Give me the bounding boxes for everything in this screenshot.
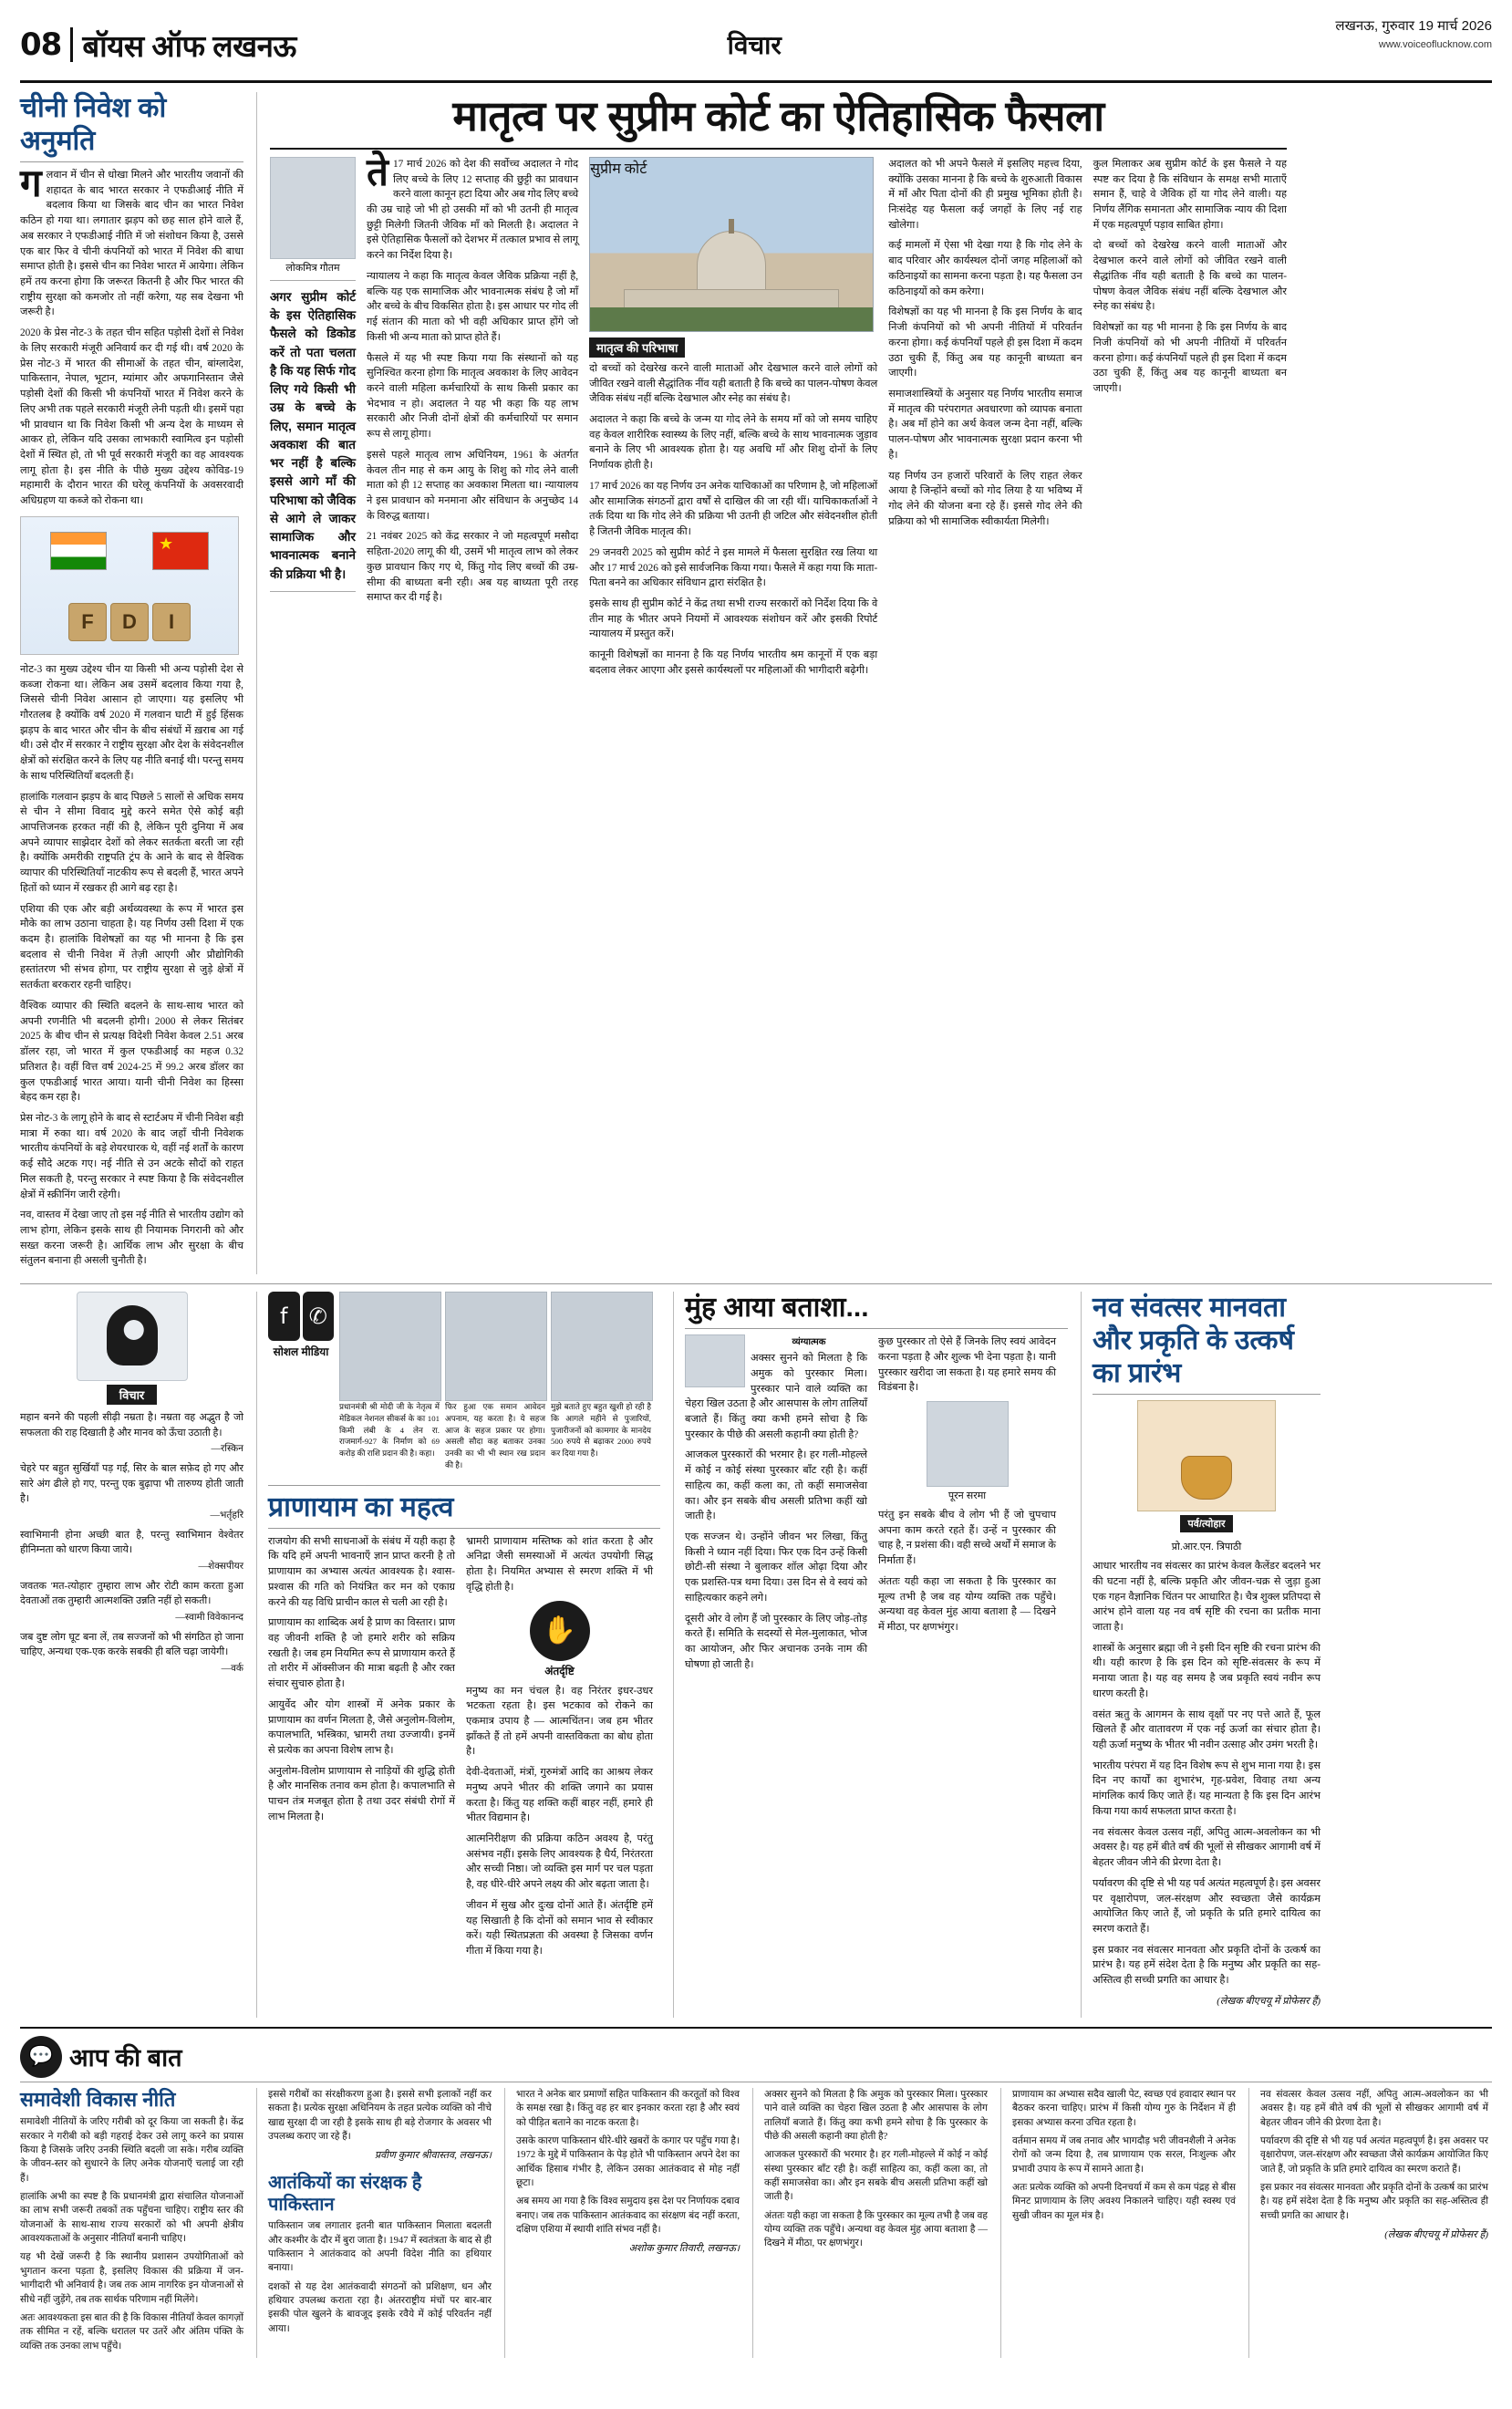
feature-credit: (लेखक बीएचयू में प्रोफेसर हैं) <box>1217 1995 1320 2007</box>
letter-para: पर्यावरण की दृष्टि से भी यह पर्व अत्यंत महत्वपूर्ण है। इस अवसर पर वृक्षारोपण, जल-संरक्षण और स्वच्छता जैसे कार्यक्रम आयोजित किए जाते हैं, जो प्रकृति के प्रति हमारे दायित्व का स्मरण कराते हैं। <box>1260 2135 1488 2175</box>
vichar-column <box>20 1292 243 2018</box>
hand-palm-icon: ✋ <box>530 1601 590 1661</box>
letter-signature: अशोक कुमार तिवारी, लखनऊ। <box>628 2243 740 2255</box>
vichar-quote: स्वाभिमानी होना अच्छी बात है, परन्तु स्वाभिमान वेश्वेतर हीनिम्नता को धारण किया जाये। <box>20 1529 243 1556</box>
thinking-head-icon <box>77 1292 188 1381</box>
masthead-url[interactable]: www.voiceoflucknow.com <box>1378 38 1492 50</box>
munh-para: एक सज्जन थे। उन्होंने जीवन भर लिखा, किंतु किसी ने ध्यान नहीं दिया। फिर एक दिन उन्हें किसी छोटी-सी संस्था ने बुलाकर शॉल ओढ़ा दिया और एक प्रशस्ति-पत्र थमा दिया। उस दिन से वे स्वयं को साहित्यकार कहने लगे। <box>685 1532 867 1604</box>
letter-para: समावेशी नीतियों के जरिए गरीबी को दूर किया जा सकती है। केंद्र सरकार ने गरीबी को बड़ी गहराई देकर उसे लागू करने का प्रयास किया है जिसके जरिए उनकी स्थिति बदली जा सके। गरीब व्यक्ति के जीवन-स्तर को सुधारने के लिए अनेक योजनाएँ चलाई जा रही हैं। <box>20 2117 243 2184</box>
columnist-name: पूरन सरमा <box>948 1490 987 1501</box>
pranayam-para: राजयोग की सभी साधनाओं के संबंध में यही कहा है कि यदि हमें अपनी भावनाएँ ज्ञान प्राप्त करनी है तो प्राणायाम का अभ्यास अत्यंत आवश्यक है। श्वास-प्रश्वास की गति को नियंत्रित कर मन को एकाग्र करने की यह विधि प्राचीन काल से चली आ रही है। <box>268 1535 455 1608</box>
letter-para: अंततः यही कहा जा सकता है कि पुरस्कार का मूल्य तभी है जब वह योग्य व्यक्ति तक पहुँचे। अन्यथा वह केवल मुंह आया बताशा है — दिखने में मीठा, पर क्षणभंगुर। <box>764 2210 988 2249</box>
pranayam-para: प्राणायाम का शाब्दिक अर्थ है प्राण का विस्तार। प्राण वह जीवनी शक्ति है जो हमारे शरीर को सक्रिय रखती है। जब हम नियमित रूप से प्राणायाम करते हैं तो शरीर में ऑक्सीजन की मात्रा बढ़ती है और रक्त संचार सुचारु होता है। <box>268 1617 455 1690</box>
main-col-2 <box>589 157 877 684</box>
top-block <box>20 92 1492 1274</box>
antardrishti-para: मनुष्य का मन चंचल है। वह निरंतर इधर-उधर भटकता रहता है। इस भटकाव को रोकने का एकमात्र उपाय है — आत्मचिंतन। जब हम भीतर झाँकते हैं तो हमें अपनी वास्तविकता का बोध होता है। <box>466 1685 653 1758</box>
author-photo <box>270 157 356 259</box>
vichar-quote: महान बनने की पहली सीढ़ी नम्रता है। नम्रता वह अद्भुत है जो सफलता की राह दिखाती है और मानव को ऊँचा उठाती है। <box>20 1412 243 1438</box>
munh-aaya-badge: व्यंग्यात्मक <box>792 1337 826 1348</box>
vichar-author: —रस्किन <box>211 1444 243 1455</box>
leader-photo <box>445 1292 547 1401</box>
left-article-heading: चीनी निवेश को अनुमति <box>20 93 167 156</box>
aapki-baat-columns <box>20 2088 1492 2358</box>
vichar-quote: जब दुष्ट लोग घूट बना लें, तब सज्जनों को भी संगठित हो जाना चाहिए, अन्यथा एक-एक करके सबकी ही बलि चढ़ा जायेगी। <box>20 1631 243 1658</box>
leader-photo <box>339 1292 441 1401</box>
letter-col-1 <box>20 2088 243 2358</box>
phone-icon[interactable]: ✆ <box>303 1292 335 1341</box>
masthead <box>20 9 1492 83</box>
feature-para: वसंत ऋतु के आगमन के साथ वृक्षों पर नए पत्ते आते हैं, फूल खिलते हैं और वातावरण में एक नई ऊर्जा का संचार होता है। यही ऊर्जा मनुष्य के भीतर भी नवीन उत्साह और उमंग भरती है। <box>1093 1708 1320 1751</box>
masthead-meta <box>1335 16 1492 52</box>
main-para: कानूनी विशेषज्ञों का मानना है कि यह निर्णय भारतीय श्रम कानूनों में एक बड़ा बदलाव लेकर आएगा और इससे कार्यस्थलों पर महिलाओं की भागीदारी बढ़ेगी। <box>589 649 878 676</box>
author-name: लोकमित्र गौतम <box>285 262 340 274</box>
left-article-para: एशिया की एक और बड़ी अर्थव्यवस्था के रूप में भारत इस मौके का लाभ उठाना चाहता है। यह निर्णय उसी दिशा में एक कदम है। हालांकि विशेषज्ञों का यह भी मानना है कि इस बदलाव से चीनी निवेश में तेज़ी आएगी और प्रौद्योगिकी हस्तांतरण भी संभव होगा, पर राष्ट्रीय सुरक्षा से जुड़े क्षेत्रों में सतर्कता बरकरार रहनी चाहिए। <box>20 903 243 992</box>
main-para: समाजशास्त्रियों के अनुसार यह निर्णय भारतीय समाज में मातृत्व की परंपरागत अवधारणा को व्यापक बनाता है। अब माँ होने का अर्थ केवल जन्म देना नहीं, बल्कि पालन-पोषण और भावनात्मक सुरक्षा प्रदान करना भी है। <box>888 388 1082 461</box>
block-i: I <box>152 603 191 641</box>
munh-para: अंततः यही कहा जा सकता है कि पुरस्कार का मूल्य तभी है जब वह योग्य व्यक्ति तक पहुँचे। अन्यथा वह केवल मुंह आया बताशा है — दिखने में मीठा, पर क्षणभंगुर। <box>878 1575 1056 1634</box>
antardrishti-para: आत्मनिरीक्षण की प्रक्रिया कठिन अवश्य है, परंतु असंभव नहीं। इसके लिए आवश्यक है धैर्य, निरंतरता और सच्ची निष्ठा। जो व्यक्ति इस मार्ग पर चल पड़ता है, वह धीरे-धीरे अपने लक्ष्य की ओर बढ़ता जाता है। <box>466 1833 653 1891</box>
munh-para: अक्सर सुनने को मिलता है कि अमुक को पुरस्कार मिला। पुरस्कार पाने वाले व्यक्ति का चेहरा खिल उठता है और आसपास के लोग तालियाँ बजाते हैं। किंतु क्या कभी हमने सोचा है कि पुरस्कार के पीछे की असली कहानी क्या होती है? <box>685 1353 867 1440</box>
speech-bubble-icon: 💬 <box>20 2036 62 2078</box>
newspaper-page <box>0 9 1512 2409</box>
letter-para: अक्सर सुनने को मिलता है कि अमुक को पुरस्कार मिला। पुरस्कार पाने वाले व्यक्ति का चेहरा खिल उठता है और आसपास के लोग तालियाँ बजाते हैं। किंतु क्या कभी हमने सोचा है कि पुरस्कार के पीछे की असली कहानी क्या होती है? <box>764 2089 988 2142</box>
munh-col-1 <box>685 1334 867 1677</box>
pranayam-para: भ्रामरी प्राणायाम मस्तिष्क को शांत करता है और अनिद्रा जैसी समस्याओं में अत्यंत उपयोगी सिद्ध होता है। नियमित अभ्यास से स्मरण शक्ति में भी वृद्धि होती है। <box>466 1535 653 1593</box>
main-para: इसके साथ ही सुप्रीम कोर्ट ने केंद्र तथा सभी राज्य सरकारों को निर्देश दिया कि वे तीन माह के भीतर अपने नियमों में आवश्यक संशोधन करें और इसकी रिपोर्ट न्यायालय में प्रस्तुत करें। <box>589 597 878 640</box>
supreme-court-photo <box>589 157 874 332</box>
main-article <box>256 92 1287 1274</box>
vichar-badge: विचार <box>107 1385 158 1405</box>
main-para: दो बच्चों को देखरेख करने वाली माताओं और देखभाल करने वाले लोगों को जीवित रखने वाली सैद्धांतिक नींव यही बताती है कि बच्चे का पालन-पोषण केवल जैविक संबंध नहीं बल्कि देखभाल और स्नेह का संबंध है। <box>589 362 878 405</box>
antardrishti-badge: अंतर्दृष्टि <box>544 1664 575 1677</box>
main-para: अदालत ने कहा कि बच्चे के जन्म या गोद लेने के समय माँ को जो समय चाहिए वह केवल शारीरिक स्वास्थ्य के लिए नहीं, बल्कि बच्चे के साथ भावनात्मक जुड़ाव बनाने के लिए भी आवश्यक होता है। यह अवधि माँ और शिशु दोनों के लिए निर्णायक होती है। <box>589 414 878 472</box>
pranayam-heading: प्राणायाम का महत्व <box>268 1491 454 1522</box>
munh-aaya-article <box>673 1292 1068 2018</box>
facebook-icon[interactable]: f <box>268 1292 300 1341</box>
letter-credit: (लेखक बीएचयू में प्रोफेसर हैं) <box>1384 2229 1488 2241</box>
letter-signature: प्रवीण कुमार श्रीवास्तव, लखनऊ। <box>374 2150 492 2162</box>
pranayam-para: आयुर्वेद और योग शास्त्रों में अनेक प्रकार के प्राणायाम का वर्णन मिलता है, जैसे अनुलोम-विलोम, कपालभाति, भस्त्रिका, भ्रामरी तथा उज्जायी। इनमें से प्रत्येक का अपना विशेष लाभ है। <box>268 1698 455 1756</box>
aapki-baat-block <box>20 2036 1492 2358</box>
fdi-illustration <box>20 516 239 655</box>
letter-para: अतः आवश्यकता इस बात की है कि विकास नीतियाँ केवल कागज़ों तक सीमित न रहें, बल्कि धरातल पर उतरें और अंतिम पंक्ति के व्यक्ति तक उनका लाभ पहुँचे। <box>20 2312 243 2352</box>
nav-samvatsar-article <box>1081 1292 1320 2018</box>
feature-para: शास्त्रों के अनुसार ब्रह्मा जी ने इसी दिन सृष्टि की रचना प्रारंभ की थी। यही कारण है कि इस दिन को सृष्टि-संवत्सर के रूप में मनाया जाता है। यह वह समय है जब प्रकृति स्वयं नवीन रूप धारण करती है। <box>1093 1642 1320 1699</box>
vichar-quote: जवतक 'मत-त्योहार' तुम्हारा लाभ और रोटी काम करता हुआ देवताओं तक तुम्हारी आत्मशक्ति उन्नति नहीं हो सकती। <box>20 1580 243 1607</box>
main-para: 21 नवंबर 2025 को केंद्र सरकार ने जो महत्वपूर्ण मसौदा सहिता-2020 लागू की थी, उसमें भी मातृत्व लाभ को लेकर कुछ प्रावधान किए गए थे, किंतु गोद लिए बच्चों की उम्र-सीमा की बाध्यता बनी रही। अब यह बाध्यता पूरी तरह समाप्त कर दी गई है। <box>367 531 579 604</box>
main-para: विशेषज्ञों का यह भी मानना है कि इस निर्णय के बाद निजी कंपनियों को भी अपनी नीतियों में परिवर्तन करना होगा। कई कंपनियाँ पहले ही इस दिशा में कदम उठा चुकी हैं, किंतु अब यह कानूनी बाध्यता बन जाएगी। <box>888 306 1082 379</box>
social-card-text: फिर हुआ एक समान आवेदन अपनाम, यह करता है। ये सहज आज के सहज प्रकार पर होगा। असली सौदा कह बताकर उनका उनकी का भी भी स्थान रख प्रदान की है। <box>445 1402 545 1469</box>
fdi-letter-blocks <box>68 603 191 641</box>
main-para: 29 जनवरी 2025 को सुप्रीम कोर्ट ने इस मामले में फैसला सुरक्षित रख लिया था और 17 मार्च 2026 को इसे सार्वजनिक किया गया। फैसले में कहा गया कि माता-पिता बनने का अधिकार संविधान द्वारा संरक्षित है। <box>589 546 878 589</box>
letter-para: वर्तमान समय में जब तनाव और भागदौड़ भरी जीवनशैली ने अनेक रोगों को जन्म दिया है, तब प्राणायाम एक सरल, निःशुल्क और प्रभावी उपाय के रूप में सामने आता है। <box>1012 2135 1236 2175</box>
china-flag-icon <box>152 532 209 570</box>
main-col-1 <box>367 150 579 684</box>
main-para: न्यायालय ने कहा कि मातृत्व केवल जैविक प्रक्रिया नहीं है, बल्कि यह एक सामाजिक और भावनात्मक संबंध है जो माँ और बच्चे के बीच विकसित होता है। इस आधार पर गोद ली गई संतान की माता को भी वही अधिकार प्राप्त होंगे जो किसी भी अन्य माता को प्राप्त होते हैं। <box>367 270 579 343</box>
letter-para: अतः प्रत्येक व्यक्ति को अपनी दिनचर्या में कम से कम पंद्रह से बीस मिनट प्राणायाम के लिए अवश्य निकालने चाहिए। यही स्वस्थ एवं सुखी जीवन का मूल मंत्र है। <box>1012 2182 1236 2221</box>
main-col-3 <box>888 157 1082 684</box>
aapki-baat-heading: आप की बात <box>69 2044 182 2072</box>
middle-block <box>20 1292 1492 2018</box>
munh-para: आजकल पुरस्कारों की भरमार है। हर गली-मोहल्ले में कोई न कोई संस्था पुरस्कार बाँट रही है। कहीं साहित्य का, कहीं कला का, तो कहीं समाजसेवा का। और इन सबके बीच असली प्रतिभा कहीं खो जाती है। <box>685 1449 867 1522</box>
letter-para: आजकल पुरस्कारों की भरमार है। हर गली-मोहल्ले में कोई न कोई संस्था पुरस्कार बाँट रही है। कहीं साहित्य का, कहीं कला का, तो कहीं समाजसेवा का। और इन सबके बीच असली प्रतिभा कहीं खो जाती है। <box>764 2150 988 2203</box>
main-col-4 <box>1093 157 1287 684</box>
main-para: दो बच्चों को देखरेख करने वाली माताओं और देखभाल करने वाले लोगों को जीवित रखने वाली सैद्धांतिक नींव यही बताती है कि बच्चे का पालन-पोषण केवल जैविक संबंध नहीं बल्कि देखभाल और स्नेह का संबंध है। <box>1093 240 1287 313</box>
foliage <box>590 307 873 331</box>
munh-para: दूसरी ओर वे लोग हैं जो पुरस्कार के लिए जोड़-तोड़ करते हैं। समिति के सदस्यों से मेल-मुलाकात, भोज का आयोजन, और फिर अचानक उनके नाम की घोषणा हो जाती है। <box>685 1613 867 1670</box>
feature-author: प्रो.आर.एन. त्रिपाठी <box>1171 1542 1242 1553</box>
left-article-para: हालांकि गलवान झड़प के बाद पिछले 5 सालों से अधिक समय से चीन ने सीमा विवाद मुद्दे करने समेत ऐसे कोई बड़ी आपत्तिजनक हरकत नहीं की है, लेकिन पूरी दुनिया में अब अपने व्यापार साझेदार देशों को लेकर सतर्कता बरती जा रही है। क्योंकि अमरीकी राष्ट्रपति ट्रंप के आने के बाद से वैश्विक व्यापार की परिस्थितियाँ नाटकीय रूप से बदली हैं, भारत अपने हितों को ध्यान में रखकर ही आगे बढ़ रहा है। <box>20 791 243 894</box>
columnist-photo <box>927 1401 1009 1487</box>
left-article <box>20 92 243 1274</box>
main-para: अदालत को भी अपने फैसले में इसलिए महत्त्व दिया, क्योंकि उसका मानना है कि बच्चे के शुरुआती विकास में माँ और पिता दोनों की ही प्रमुख भूमिका होती है। निःसंदेह यह फैसला कई जगहों के लिए नई राह खोलेगा। <box>888 158 1082 231</box>
social-card-text: मुझे बताते हुए बहुत खुशी हो रही है कि आगले महीने से पुजारियों, पुजारीजनों को कामगार के मानदेय 500 रुपये से बढ़ाकर 2000 रुपये कर दिया गया है। <box>551 1402 651 1459</box>
page-number: 08 <box>20 26 62 63</box>
main-para: 17 मार्च 2026 का यह निर्णय उन अनेक याचिकाओं का परिणाम है, जो महिलाओं और सामाजिक संगठनों द्वारा वर्षों से दाखिल की जा रही थीं। याचिकाकर्ताओं ने तर्क दिया था कि गोद लेने की प्रक्रिया भी उतनी ही जटिल और संवेदनशील होती है जितनी जैविक मातृत्व की। <box>589 480 878 538</box>
nav-samvatsar-heading: नव संवत्सर मानवता और प्रकृति के उत्कर्ष का प्रारंभ <box>1093 1293 1294 1389</box>
pranayam-col-2 <box>466 1534 653 1965</box>
pull-quote: अगर सुप्रीम कोर्ट के इस ऐतिहासिक फैसले को डिकोड करें तो पता चलता है कि यह सिर्फ गोद लिए गये किसी भी उम्र के बच्चे के लिए, समान मातृत्व अवकाश की बात भर नहीं है बल्कि इससे आगे माँ की परिभाषा को जैविक से आगे ले जाकर सामाजिक और भावनात्मक बनाने की प्रक्रिया भी है। <box>270 280 356 592</box>
vichar-author: —शेक्सपीयर <box>198 1561 243 1572</box>
pranayam-col-1 <box>268 1534 455 1965</box>
munh-para: कुछ पुरस्कार तो ऐसे हैं जिनके लिए स्वयं आवेदन करना पड़ता है और शुल्क भी देना पड़ता है। यानी पुरस्कार खरीदा जा सकता है। यह हमारे समय की विडंबना है। <box>878 1336 1056 1394</box>
munh-aaya-heading: मुंह आया बताशा... <box>685 1293 869 1324</box>
social-card <box>339 1292 440 1464</box>
left-article-para: नोट-3 का मुख्य उद्देश्य चीन या किसी भी अन्य पड़ोसी देश से कब्जा रोकना था। लेकिन अब उसमें बदलाव किया गया है, जिससे चीनी निवेश आसान हो जाएगा। यह इसलिए भी गौरतलब है क्योंकि वर्ष 2020 में गलवान घाटी में हुई हिंसक झड़प के बाद भारत और चीन के बीच संबंधों में ख़राब आ गई थी। उसे दौर में सरकार ने राष्ट्रीय सुरक्षा और देश के संवेदनशील क्षेत्रों को संरक्षित करने के लिए यह नीति बनाई थी। परन्तु समय के साथ परिस्थितियाँ बदलती हैं। <box>20 663 243 782</box>
social-media-strip <box>268 1292 660 1476</box>
left-article-para: नव, वास्तव में देखा जाए तो इस नई नीति से भारतीय उद्योग को लाभ होगा, लेकिन इसके साथ ही नियामक निगरानी को और सख्त करना जरूरी है। आर्थिक लाभ और सुरक्षा के बीच संतुलन बनाना ही असली चुनौती है। <box>20 1210 243 1267</box>
letter-para: उसके कारण पाकिस्तान धीरे-धीरे खबरों के कगार पर पहुँच गया है। 1972 के मुद्दे में पाकिस्तान के पेड़ होते भी पाकिस्तान अपने देश का आर्थिक हिसाब गंभीर है, लेकिन उसका आतंकवाद से मोह नहीं छूटा। <box>516 2135 740 2188</box>
letter-para: अब समय आ गया है कि विश्व समुदाय इस देश पर निर्णायक दबाव बनाए। जब तक पाकिस्तान आतंकवाद का संरक्षण बंद नहीं करता, दक्षिण एशिया में स्थायी शांति संभव नहीं है। <box>516 2196 740 2236</box>
main-para: इससे पहले मातृत्व लाभ अधिनियम, 1961 के अंतर्गत केवल तीन माह से कम आयु के शिशु को गोद लेने वाली माता को ही 12 सप्ताह का अवकाश मिलता था। न्यायालय ने इस प्रावधान को मनमाना और संविधान के अनुच्छेद 14 के विरुद्ध बताया। <box>367 449 579 522</box>
feature-para: नव संवत्सर केवल उत्सव नहीं, अपितु आत्म-अवलोकन का भी अवसर है। यह हमें बीते वर्ष की भूलों से सीखकर आगामी वर्ष में बेहतर जीवन जीने की प्रेरणा देता है। <box>1093 1826 1320 1869</box>
block-f: F <box>68 603 107 641</box>
letter-heading: आतंकियों का संरक्षक है पाकिस्तान <box>268 2173 422 2216</box>
satire-illustration <box>685 1334 745 1387</box>
letter-para: प्राणायाम का अभ्यास सदैव खाली पेट, स्वच्छ एवं हवादार स्थान पर बैठकर करना चाहिए। प्रारंभ में किसी योग्य गुरु के निर्देशन में ही इसका अभ्यास करना उचित रहता है। <box>1012 2089 1236 2128</box>
social-and-pranayam <box>256 1292 660 2018</box>
letter-col-2 <box>256 2088 492 2358</box>
antardrishti-para: देवी-देवताओं, मंत्रों, गुरुमंत्रों आदि का आश्रय लेकर मनुष्य अपने भीतर की शक्ति जगाने का प्रयास करता है। किंतु यह शक्ति कहीं बाहर नहीं, हमारे ही भीतर विद्यमान है। <box>466 1767 653 1824</box>
main-para: कुल मिलाकर अब सुप्रीम कोर्ट के इस फैसले ने यह स्पष्ट कर दिया है कि संविधान के समक्ष सभी माताएँ समान हैं, चाहे वे जैविक हों या गोद लेने वाली। यह निर्णय लैंगिक समानता और सामाजिक न्याय की दिशा में एक महत्वपूर्ण पड़ाव साबित होगा। <box>1093 158 1287 231</box>
letter-col-5 <box>1000 2088 1236 2358</box>
main-para: ते17 मार्च 2026 को देश की सर्वोच्च अदालत ने गोद लिए बच्चे के लिए 12 सप्ताह की छुट्टी का प्रावधान करने वाला कानून हटा दिया और अब गोद लिए बच्चे की उम्र चाहे जो भी हो उसकी माँ को भी उतनी ही मातृत्व छुट्टी मिलेगी जितनी जैविक माँ को मिलती है। अदालत ने इसे ऐतिहासिक फैसलों को देशभर में तत्काल प्रभाव से लागू करने का निर्देश दिया है। <box>367 150 579 262</box>
masthead-divider <box>70 27 73 62</box>
india-flag-icon <box>50 532 107 570</box>
letter-heading: समावेशी विकास नीति <box>20 2087 176 2111</box>
section-title: विचार <box>727 31 782 59</box>
main-para: फैसले में यह भी स्पष्ट किया गया कि संस्थानों को यह सुनिश्चित करना होगा कि मातृत्व अवकाश के लिए आवेदन करने वाली महिला कर्मचारियों के साथ किसी प्रकार का भेदभाव न हो। अदालत ने यह भी कहा कि यह लाभ सरकारी और निजी दोनों क्षेत्रों की कर्मचारियों पर समान रूप से लागू होगा। <box>367 352 579 441</box>
letter-para: भारत ने अनेक बार प्रमाणों सहित पाकिस्तान की करतूतों को विश्व के समक्ष रखा है। किंतु वह हर बार इनकार करता रहा है और स्वयं को पीड़ित बताने का नाटक करता है। <box>516 2089 740 2128</box>
letter-para: यह भी देखें जरूरी है कि स्थानीय प्रशासन उपयोगिताओं को भुगतान करना पड़ता है, इसलिए विकास की प्रक्रिया में जन-भागीदारी भी अनिवार्य है। जब तक आम नागरिक इन योजनाओं से सीधे नहीं जुड़ेंगे, तब तक सार्थक परिणाम नहीं मिलेंगे। <box>20 2252 243 2305</box>
pranayam-para: अनुलोम-विलोम प्राणायाम से नाड़ियों की शुद्धि होती है और मानसिक तनाव कम होता है। कपालभाति से पाचन तंत्र मजबूत होता है तथा उदर संबंधी रोगों में लाभ मिलता है। <box>268 1765 455 1822</box>
letter-para: हालांकि अभी का स्पष्ट है कि प्रधानमंत्री द्वारा संचालित योजनाओं का लाभ सभी जरूरी तबकों तक पहुँचना चाहिए। राष्ट्रीय स्तर की योजनाओं के साथ-साथ राज्य सरकारों को भी अपनी क्षेत्रीय आवश्यकताओं के अनुसार नीतियाँ बनानी चाहिए। <box>20 2192 243 2245</box>
social-card-text: प्रधानमंत्री श्री मोदी जी के नेतृत्व में मेडिकल नेशनल सीकर्स के का 101 किमी लंबी के 4 लेन रा. राजमार्ग-927 के निर्माण को 69 करोड़ की राशि प्रदान की है। कहा। <box>339 1402 440 1459</box>
author-block <box>270 157 356 684</box>
main-para: यह निर्णय उन हजारों परिवारों के लिए राहत लेकर आया है जिन्होंने बच्चों को गोद लिया है या भविष्य में गोद लेने की योजना बना रहे हैं। इससे गोद लेने की प्रक्रिया को भी सामाजिक स्वीकार्यता मिलेगी। <box>888 470 1082 527</box>
social-card <box>445 1292 545 1476</box>
left-article-para: वैश्विक व्यापार की स्थिति बदलने के साथ-साथ भारत को अपनी रणनीति भी बदलनी होगी। 2000 से लेकर सितंबर 2025 के बीच चीन से प्रत्यक्ष विदेशी निवेश केवल 2.51 अरब डॉलर रहा, जो भारत में कुल एफडीआई का महज 0.32 प्रतिशत है। वहीं वित्त वर्ष 2024-25 में 99.2 अरब डॉलर का कुल एफडीआई भारत आया। यानी चीनी निवेश का हिस्सा बेहद कम रहा है। <box>20 1000 243 1104</box>
feature-para: आधार भारतीय नव संवत्सर का प्रारंभ केवल कैलेंडर बदलने भर की घटना नहीं है, बल्कि प्रकृति और जीवन-चक्र से जुड़ा हुआ एक गहन वैज्ञानिक चिंतन पर आधारित है। चैत्र शुक्ल प्रतिपदा से आरंभ होने वाला यह नव वर्ष सृष्टि की रचना का प्रतीक माना जाता है। <box>1093 1561 1320 1633</box>
letter-col-4 <box>752 2088 988 2358</box>
photo-caption: सुप्रीम कोर्ट <box>590 161 647 177</box>
left-article-para: गलवान में चीन से धोखा मिलने और भारतीय जवानों की शहादत के बाद भारत सरकार ने एफडीआई नीति में बदलाव किया था जिसके बाद चीन का भारत निवेश कठिन हो गया था। लगातार झड़प को छह साल होने वाले हैं, अब सरकार ने एफडीआई नीति में जो संशोधन किया है, उससे एक बार फिर वे चीनी कंपनियों को भारत में निवेश की बाधा समाप्त होती है। इससे चीन का निवेश भारत में आयेगा। लेकिन हमें तय करना होगा कि जरूरत कितनी है और फिर भारत की राष्ट्रीय सुरक्षा को कमजोर तो नहीं करेगा, यह सब देखना भी जरूरी है। <box>20 161 243 318</box>
feature-para: पर्यावरण की दृष्टि से भी यह पर्व अत्यंत महत्वपूर्ण है। इस अवसर पर वृक्षारोपण, जल-संरक्षण और स्वच्छता जैसे कार्यक्रम आयोजित किए जाते हैं, जो प्रकृति के प्रति हमारे दायित्व का स्मरण कराते हैं। <box>1093 1877 1320 1935</box>
masthead-date: लखनऊ, गुरुवार 19 मार्च 2026 <box>1335 18 1492 34</box>
main-headline: मातृत्व पर सुप्रीम कोर्ट का ऐतिहासिक फैसला <box>452 92 1104 140</box>
feature-para: इस प्रकार नव संवत्सर मानवता और प्रकृति दोनों के उत्कर्ष का प्रारंभ है। यह हमें संदेश देता है कि मनुष्य और प्रकृति का सह-अस्तित्व ही सच्ची प्रगति का आधार है। <box>1093 1944 1320 1987</box>
left-article-para: 2020 के प्रेस नोट-3 के तहत चीन सहित पड़ोसी देशों से निवेश के लिए सरकारी मंजूरी अनिवार्य कर दी गई थी। वर्ष 2020 के प्रेस नोट-3 में भारत की सीमाओं के तहत चीन, बांग्लादेश, पाकिस्तान, नेपाल, भूटान, म्यांमार और अफगानिस्तान जैसे पड़ोसी देशों की किसी भी कंपनियों भारत में निवेश करने के लिए अभी तक पहले सरकारी मंजूरी लेनी पड़ती थी। इसमें पहा भी प्रावधान था कि निवेश किसी भी अन्य देश के माध्यम से आकर हो, लेकिन यदि उसका लाभकारी स्वामित्व इन पड़ोसी देशों में स्थित हो, तो भी पूर्व सरकारी मंजूरी का वह आवश्यक लागू होता है। इस नीति के पीछे मुख्य उद्देश्य कोविड-19 महामारी के दौरान भारत की घरेलू कंपनियों के अवसरवादी अधिग्रहण या कब्जे को रोकना था। <box>20 327 243 507</box>
letter-col-3 <box>504 2088 740 2358</box>
vichar-author: —भर्तृहरि <box>210 1510 243 1521</box>
inset-title: मातृत्व की परिभाषा <box>589 337 685 358</box>
munh-para: परंतु इन सबके बीच वे लोग भी हैं जो चुपचाप अपना काम करते रहते हैं। उन्हें न पुरस्कार की चाह है, न प्रशंसा की। वही सच्चे अर्थों में समाज के निर्माता हैं। <box>878 1510 1056 1567</box>
letter-col-6 <box>1248 2088 1488 2358</box>
social-card <box>551 1292 651 1464</box>
parv-badge: पर्व/त्योहार <box>1180 1515 1232 1532</box>
vichar-quote: चेहरे पर बहुत सुर्खियाँ पड़ गईं, सिर के बाल सफ़ेद हो गए और सारे अंग ढीले हो गए, परन्तु एक बुढ़ापा भी तारुण्य होती जाती है। <box>20 1463 243 1505</box>
left-article-para: प्रेस नोट-3 के लागू होने के बाद से स्टार्टअप में चीनी निवेश बड़ी मात्रा में रुका था। वर्ष 2020 के बाद जहाँ चीनी निवेशक भारतीय कंपनियों के बड़े शेयरधारक थे, वहीं नई शर्तों के कारण कई सौदे अटक गए। नई नीति से उन अटके सौदों को राहत मिल सकती है, परन्तु सरकार ने स्पष्ट किया है कि संवेदनशील क्षेत्रों में स्क्रीनिंग जारी रहेगी। <box>20 1112 243 1200</box>
block-d: D <box>110 603 149 641</box>
vichar-author: —स्वामी विवेकानन्द <box>175 1612 243 1623</box>
letter-para: नव संवत्सर केवल उत्सव नहीं, अपितु आत्म-अवलोकन का भी अवसर है। यह हमें बीते वर्ष की भूलों से सीखकर आगामी वर्ष में बेहतर जीवन जीने की प्रेरणा देता है। <box>1260 2089 1488 2128</box>
leader-photo <box>551 1292 653 1401</box>
vichar-author: —वर्क <box>221 1663 243 1674</box>
letter-para: इससे गरीबों का संरक्षीकरण हुआ है। इससे सभी इलाकों नहीं कर सकता है। प्रत्येक सुरक्षा अधिनियम के तहत प्रत्येक व्यक्ति को नीचे खाद्य सुरक्षा दी जा रही है इसके साथ ही बड़े रोजगार के अवसर भी उपलब्ध कराए जा रहे हैं। <box>268 2089 492 2142</box>
main-para: विशेषज्ञों का यह भी मानना है कि इस निर्णय के बाद निजी कंपनियों को भी अपनी नीतियों में परिवर्तन करना होगा। कई कंपनियाँ पहले ही इस दिशा में कदम उठा चुकी हैं, किंतु अब यह कानूनी बाध्यता बन जाएगी। <box>1093 322 1287 394</box>
antardrishti-para: जीवन में सुख और दुःख दोनों आते हैं। अंतर्दृष्टि हमें यह सिखाती है कि दोनों को समान भाव से स्वीकार करें। यही स्थितप्रज्ञता की अवस्था है जिसका वर्णन गीता में किया गया है। <box>466 1899 653 1957</box>
main-para: कई मामलों में ऐसा भी देखा गया है कि गोद लेने के बाद परिवार और कार्यस्थल दोनों जगह महिलाओं को कठिनाइयों का सामना करना पड़ता है। यह फैसला उन कठिनाइयों को कम करेगा। <box>888 240 1082 297</box>
kalash-illustration <box>1137 1400 1276 1511</box>
feature-para: भारतीय परंपरा में यह दिन विशेष रूप से शुभ माना गया है। इस दिन नए कार्यों का शुभारंभ, गृह-प्रवेश, विवाह तथा अन्य मांगलिक कार्य किए जाते हैं। यह मान्यता है कि इस दिन आरंभ किया गया कार्य सफलता प्राप्त करता है। <box>1093 1760 1320 1817</box>
letter-para: इस प्रकार नव संवत्सर मानवता और प्रकृति दोनों के उत्कर्ष का प्रारंभ है। यह हमें संदेश देता है कि मनुष्य और प्रकृति का सह-अस्तित्व ही सच्ची प्रगति का आधार है। <box>1260 2182 1488 2221</box>
letter-para: पाकिस्तान जब लगातार इतनी बात पाकिस्तान मिलाता बदलती और कश्मीर के दौर में बुरा जाता है। 1947 में स्वतंत्रता के बाद से ही पाकिस्तान ने आतंकवाद को अपनी विदेश नीति का हथियार बनाया। <box>268 2221 492 2274</box>
social-media-label: सोशल मीडिया <box>273 1345 329 1359</box>
paper-name: बॉयस ऑफ लखनऊ <box>82 28 296 63</box>
munh-col-2 <box>878 1334 1056 1677</box>
letter-para: दशकों से यह देश आतंकवादी संगठनों को प्रशिक्षण, धन और हथियार उपलब्ध कराता रहा है। अंतरराष्ट्रीय मंचों पर बार-बार इसकी पोल खुलने के बावजूद इसके रवैये में कोई परिवर्तन नहीं आया। <box>268 2281 492 2334</box>
